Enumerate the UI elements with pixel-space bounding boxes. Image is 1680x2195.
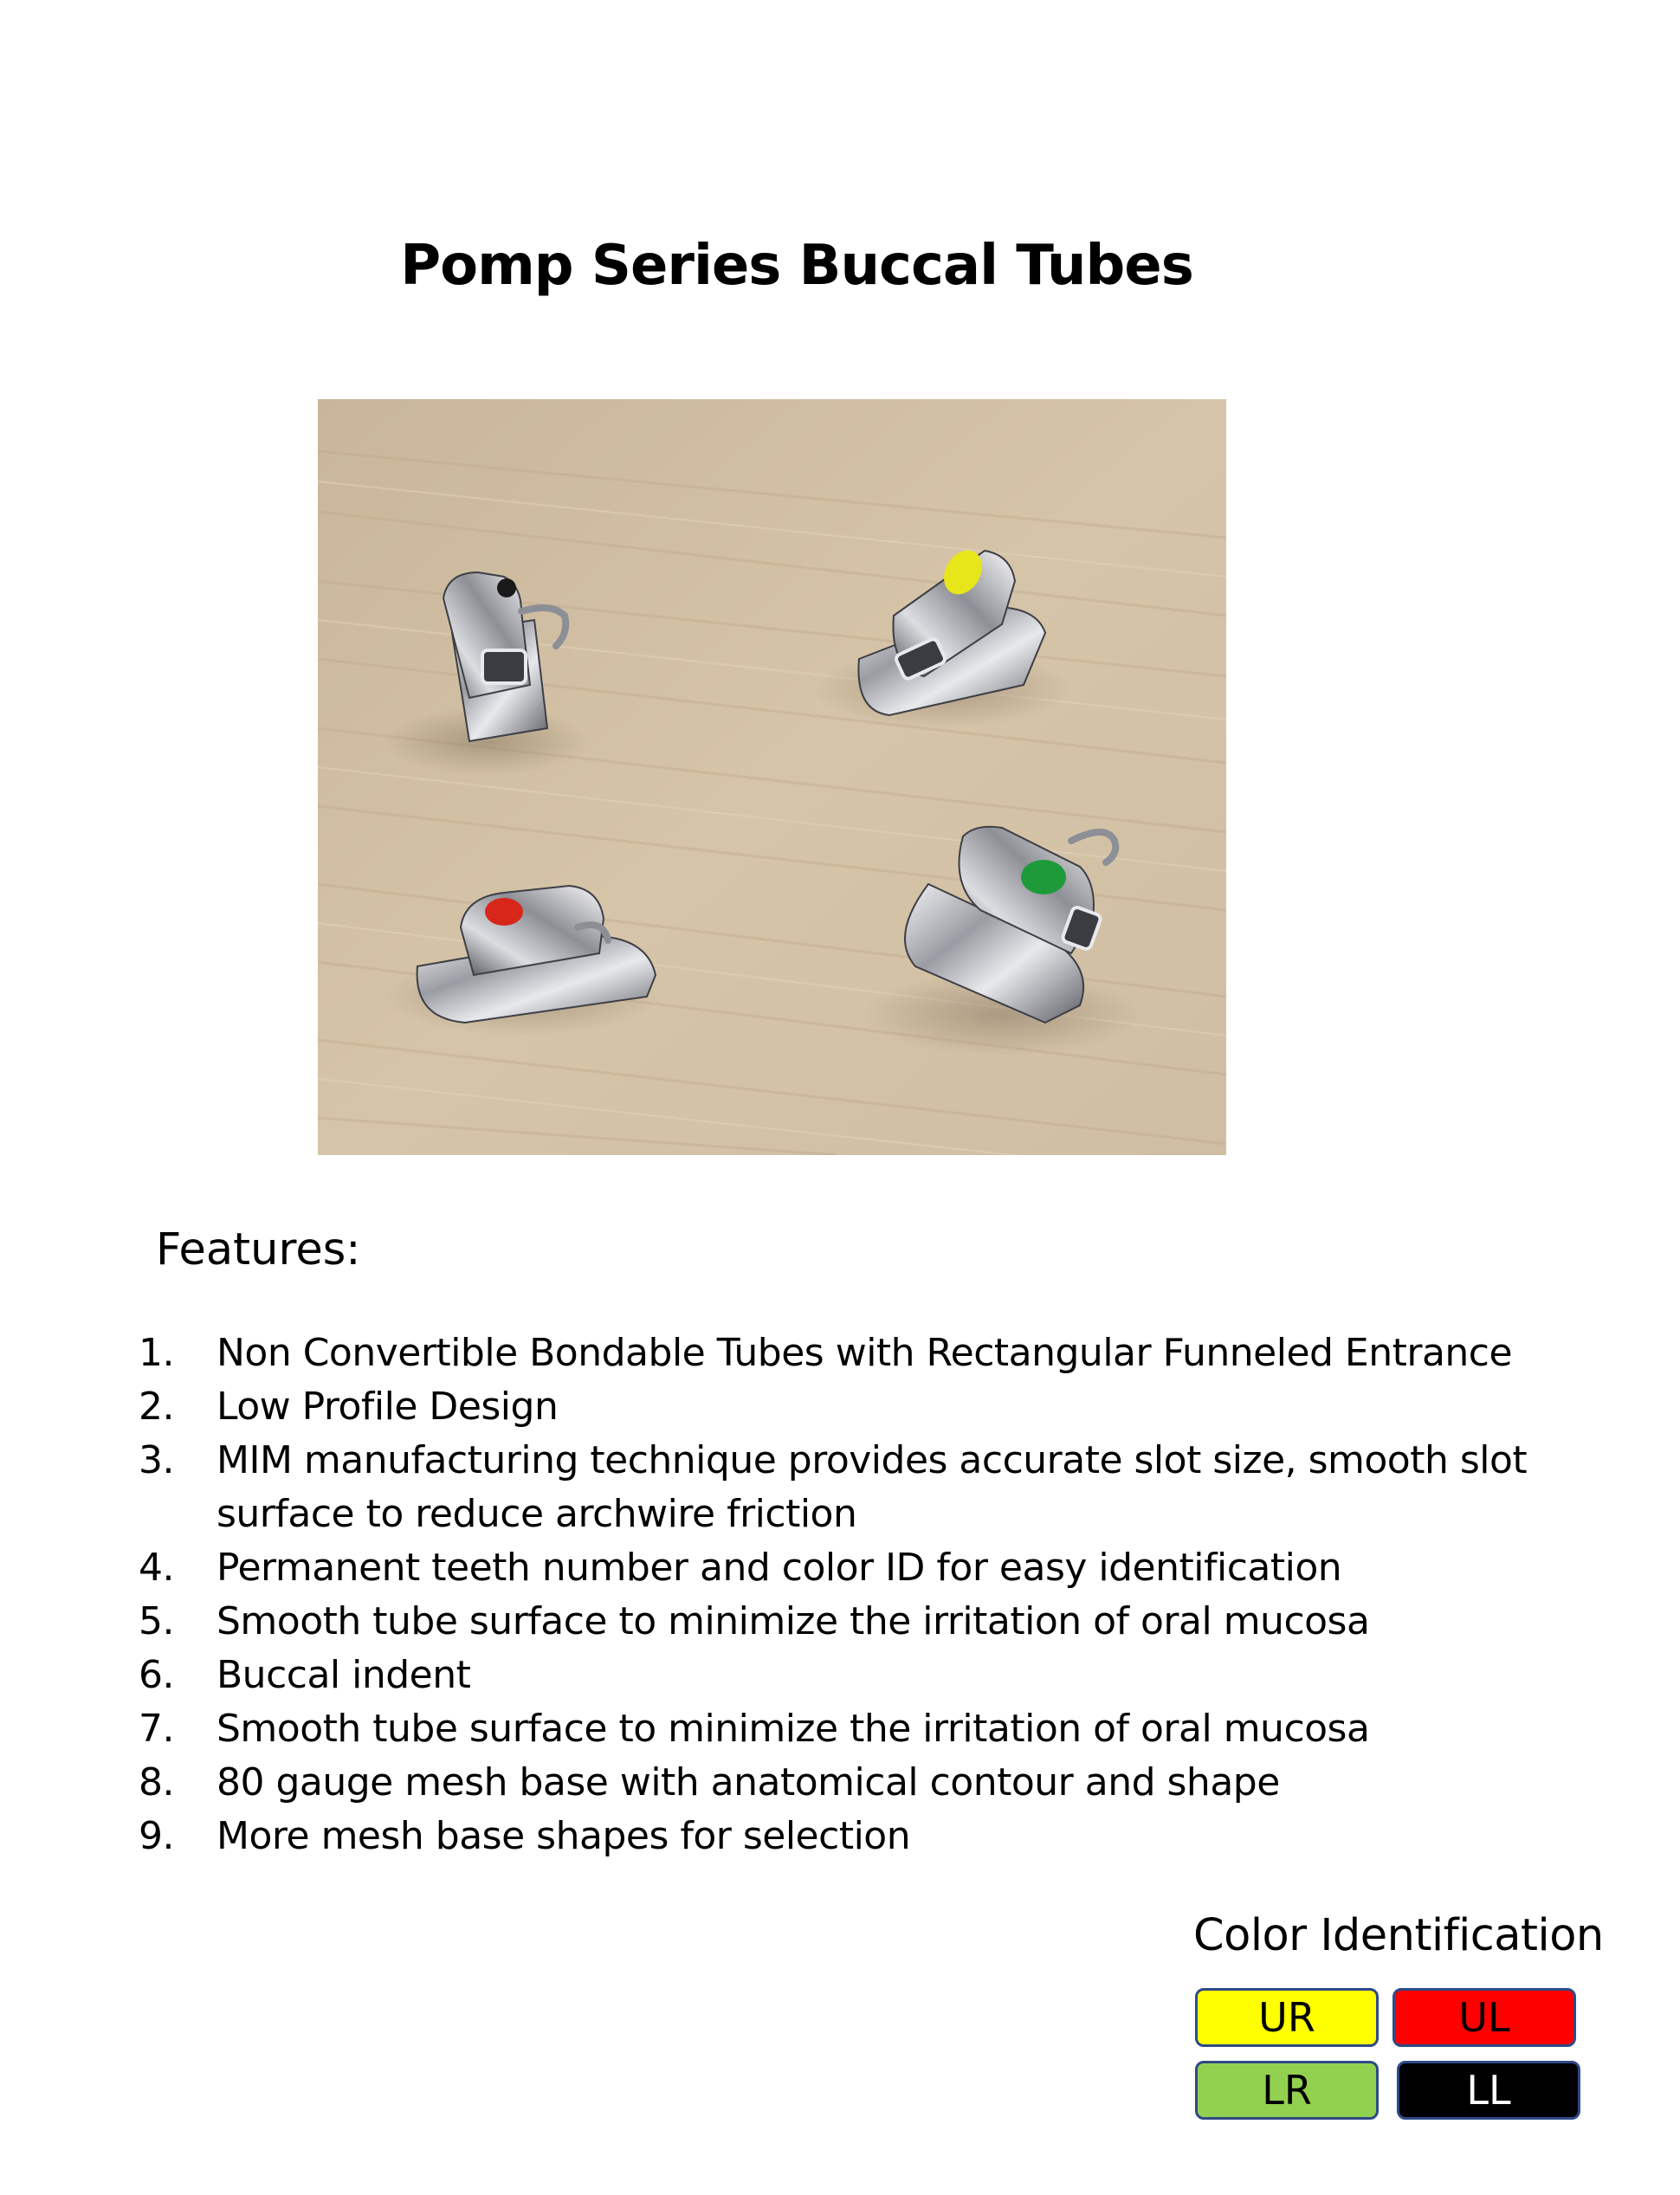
color-chip-ul: UL [1392, 1988, 1576, 2047]
feature-item [139, 1595, 1559, 1649]
feature-number: 8. [139, 1760, 174, 1804]
page-title: Pomp Series Buccal Tubes [400, 234, 1193, 298]
feature-text: MIM manufacturing technique provides accurate slot size, smooth slot surface to reduce archwire friction [216, 1438, 1528, 1536]
feature-number: 5. [139, 1599, 174, 1643]
feature-item [139, 1434, 1559, 1541]
feature-item [139, 1810, 1559, 1863]
feature-item [139, 1702, 1559, 1756]
feature-text: 80 gauge mesh base with anatomical contour and shape [216, 1760, 1280, 1804]
feature-number: 3. [139, 1438, 174, 1482]
feature-item [139, 1649, 1559, 1702]
feature-text: Permanent teeth number and color ID for easy identification [216, 1546, 1342, 1590]
color-identification-title: Color Identification [1193, 1910, 1604, 1961]
features-list [139, 1327, 1559, 1863]
feature-text: Buccal indent [216, 1653, 471, 1697]
color-chip-ur: UR [1195, 1988, 1379, 2047]
feature-text: Smooth tube surface to minimize the irritation of oral mucosa [216, 1707, 1370, 1751]
features-heading: Features: [156, 1224, 361, 1275]
feature-item [139, 1380, 1559, 1434]
feature-text: Smooth tube surface to minimize the irritation of oral mucosa [216, 1599, 1370, 1643]
feature-number: 1. [139, 1331, 174, 1375]
product-photo [318, 399, 1226, 1155]
feature-item [139, 1327, 1559, 1380]
feature-number: 4. [139, 1546, 174, 1590]
feature-number: 7. [139, 1707, 174, 1751]
feature-text: Non Convertible Bondable Tubes with Rectangular Funneled Entrance [216, 1331, 1513, 1375]
feature-number: 6. [139, 1653, 174, 1697]
color-identification-grid [1195, 1988, 1585, 2123]
feature-item [139, 1756, 1559, 1810]
color-chip-lr: LR [1195, 2061, 1379, 2120]
feature-number: 2. [139, 1385, 174, 1429]
color-chip-ll: LL [1397, 2061, 1580, 2120]
feature-item [139, 1541, 1559, 1595]
feature-text: More mesh base shapes for selection [216, 1814, 911, 1858]
feature-number: 9. [139, 1814, 174, 1858]
feature-text: Low Profile Design [216, 1385, 559, 1429]
